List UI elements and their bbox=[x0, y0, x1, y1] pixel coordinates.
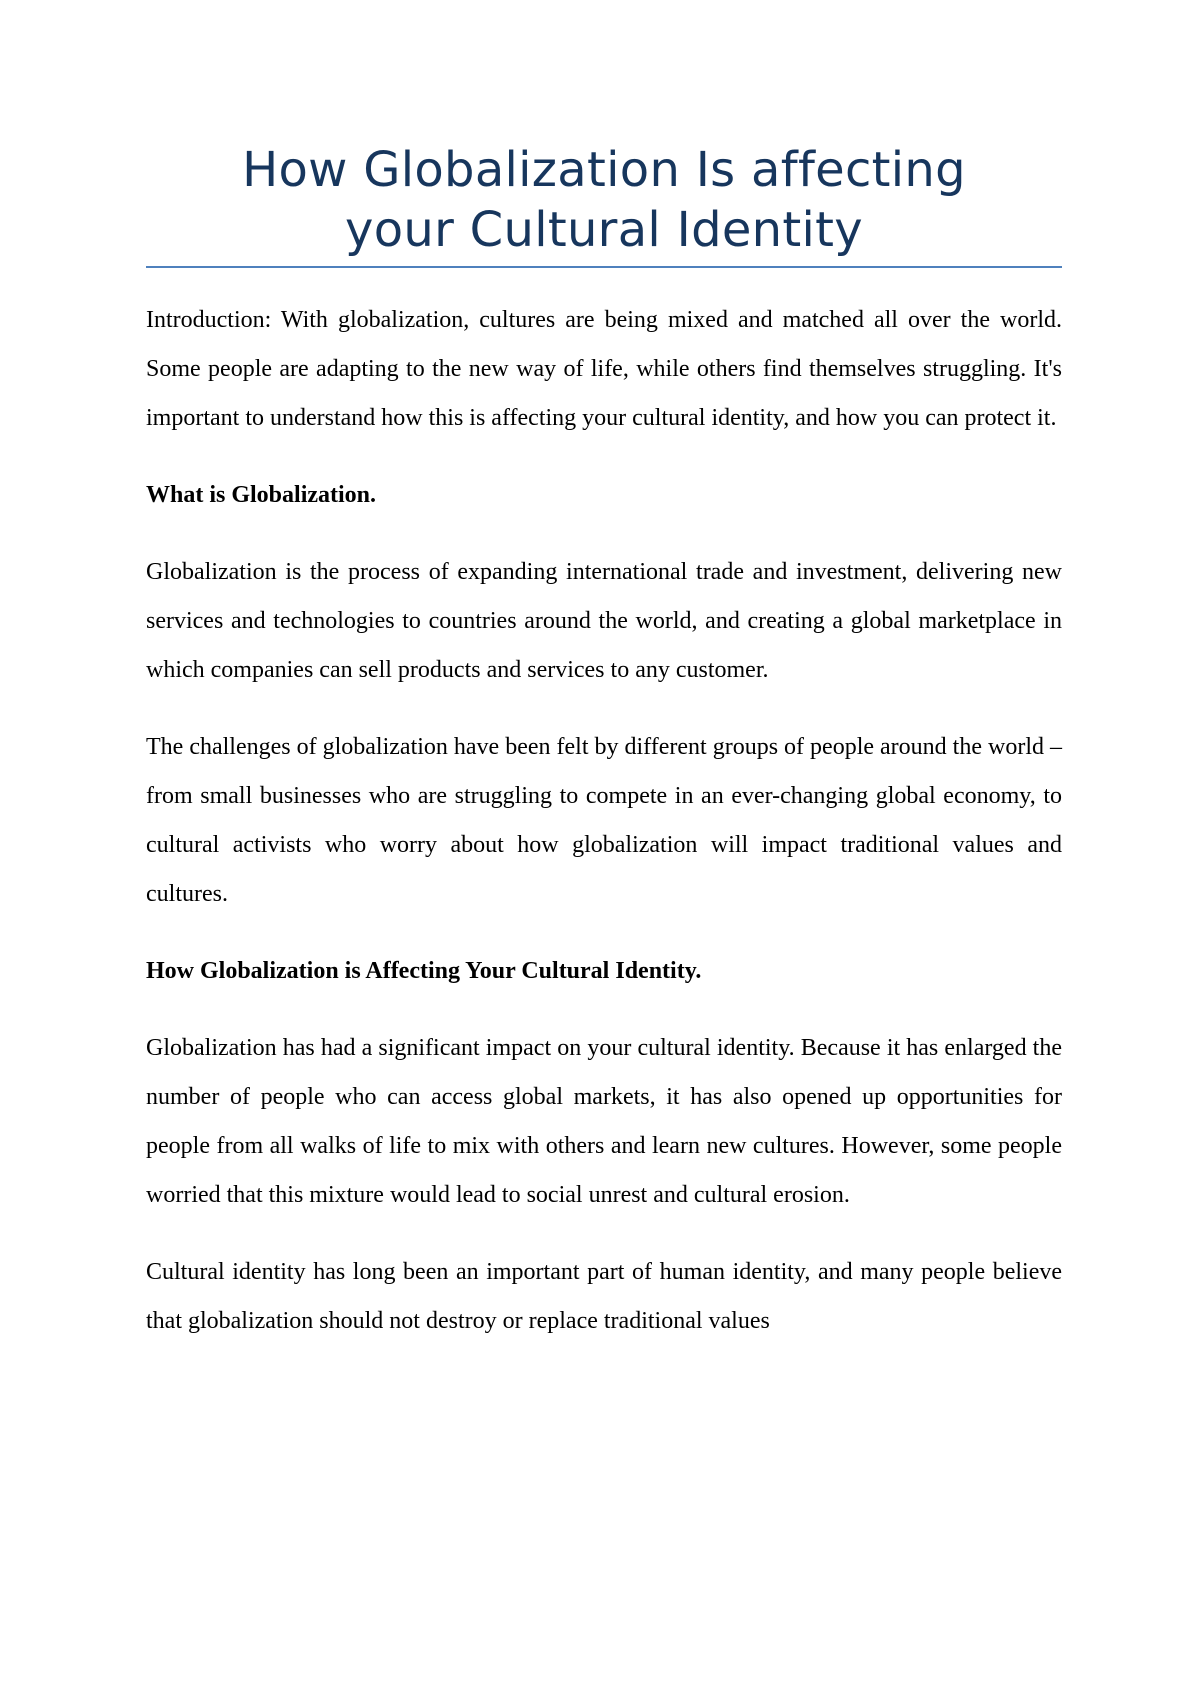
section-heading-what-is-globalization: What is Globalization. bbox=[146, 482, 377, 508]
section-heading-how-affecting: How Globalization is Affecting Your Cultural Identity. bbox=[146, 958, 702, 984]
intro-paragraph: Introduction: With globalization, cultures are being mixed and matched all over the world. Some people are adapting to the new way of life, while others find themselves struggling. It's important to understand how this is affecting your cultural identity, and how you can protect it. bbox=[146, 307, 1062, 431]
document-title bbox=[146, 140, 1062, 260]
title-line-1: How Globalization Is affecting bbox=[242, 142, 966, 198]
paragraph-definition: Globalization is the process of expanding international trade and investment, delivering new services and technologies to countries around the world, and creating a global marketplace in which companies can sell products and services to any customer. bbox=[146, 559, 1062, 683]
title-line-2: your Cultural Identity bbox=[344, 202, 863, 258]
paragraph-impact: Globalization has had a significant impact on your cultural identity. Because it has enlarged the number of people who can access global markets, it has also opened up opportunities for people from all walks of life to mix with others and learn new cultures. However, some people worried that this mixture would lead to social unrest and cultural erosion. bbox=[146, 1035, 1062, 1208]
paragraph-challenges: The challenges of globalization have been felt by different groups of people around the world – from small businesses who are struggling to compete in an ever-changing global economy, to cultural activists who worry about how globalization will impact traditional values and cultures. bbox=[146, 734, 1062, 907]
title-underline-rule bbox=[146, 266, 1062, 268]
paragraph-cultural-identity: Cultural identity has long been an important part of human identity, and many people believe that globalization should not destroy or replace traditional values bbox=[146, 1259, 1062, 1334]
document-body bbox=[146, 140, 1062, 1374]
